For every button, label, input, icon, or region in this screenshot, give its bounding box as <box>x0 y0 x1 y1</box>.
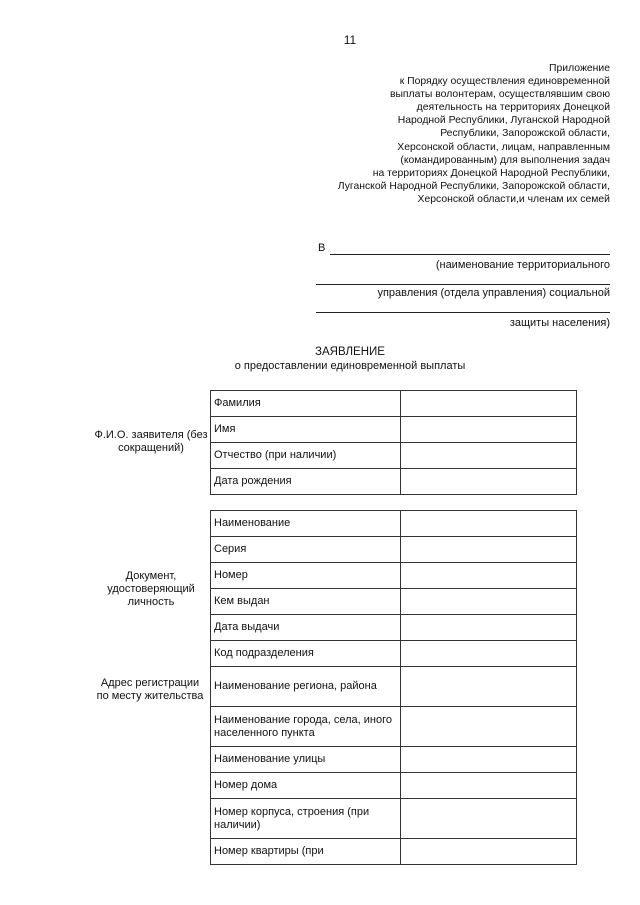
page-number: 11 <box>343 33 357 47</box>
addr-label-apartment: Номер квартиры (при <box>211 839 401 865</box>
appendix-line: Луганской Народной Республики, Запорожской области, <box>337 180 610 192</box>
fio-label-birthdate: Дата рождения <box>211 469 401 495</box>
fio-input-surname[interactable] <box>401 391 577 417</box>
address-section-label: Адрес регистрации по месту жительства <box>96 677 204 702</box>
addressee-underline-1 <box>330 254 610 255</box>
addr-input-city[interactable] <box>401 707 577 747</box>
doc-input-issued-by[interactable] <box>401 589 577 615</box>
addr-input-house[interactable] <box>401 773 577 799</box>
addressee-prefix: В <box>318 242 326 254</box>
appendix-header <box>338 62 610 206</box>
appendix-line: на территориях Донецкой Народной Республики, <box>372 167 610 179</box>
appendix-line: Херсонской области, лицам, направленным <box>397 141 610 153</box>
fio-label-patronymic: Отчество (при наличии) <box>211 443 401 469</box>
doc-input-number[interactable] <box>401 563 577 589</box>
doc-label-issue-date: Дата выдачи <box>211 615 401 641</box>
appendix-line: Приложение <box>549 63 610 74</box>
doc-label-series: Серия <box>211 537 401 563</box>
document-address-table <box>210 510 577 865</box>
addr-input-apartment[interactable] <box>401 839 577 865</box>
doc-label-issued-by: Кем выдан <box>211 589 401 615</box>
doc-input-series[interactable] <box>401 537 577 563</box>
doc-label-number: Номер <box>211 563 401 589</box>
appendix-line: выплаты волонтерам, осуществлявшим свою <box>389 89 610 101</box>
appendix-line: деятельность на территориях Донецкой <box>416 102 610 114</box>
addressee-caption-3: защиты населения) <box>509 317 610 329</box>
doc-label-division-code: Код подразделения <box>211 641 401 667</box>
addr-input-street[interactable] <box>401 747 577 773</box>
fio-label-surname: Фамилия <box>211 391 401 417</box>
doc-input-name[interactable] <box>401 511 577 537</box>
fio-label-name: Имя <box>211 417 401 443</box>
document-section-label: Документ, удостоверяющий личность <box>107 570 195 608</box>
addr-label-city: Наименование города, села, иного населенного пункта <box>211 707 401 747</box>
addr-input-building[interactable] <box>401 799 577 839</box>
doc-label-name: Наименование <box>211 511 401 537</box>
appendix-line: Херсонской области,и членам их семей <box>417 193 610 205</box>
document-title: ЗАЯВЛЕНИЕ <box>315 346 385 358</box>
addressee-caption-1: (наименование территориального <box>435 259 610 271</box>
fio-input-patronymic[interactable] <box>401 443 577 469</box>
document-subtitle: о предоставлении единовременной выплаты <box>234 360 466 372</box>
fio-section-label: Ф.И.О. заявителя (без сокращений) <box>94 429 208 454</box>
addr-label-region: Наименование региона, района <box>211 667 401 707</box>
fio-input-birthdate[interactable] <box>401 469 577 495</box>
appendix-line: Народной Республики, Луганской Народной <box>397 115 610 127</box>
appendix-line: к Порядку осуществления единовременной <box>399 76 610 88</box>
appendix-line: (командированным) для выполнения задач <box>400 154 610 166</box>
addr-label-building: Номер корпуса, строения (при наличии) <box>211 799 401 839</box>
fio-table <box>210 390 577 495</box>
addressee-caption-2: управления (отдела управления) социальной <box>377 287 610 299</box>
doc-input-division-code[interactable] <box>401 641 577 667</box>
appendix-line: Республики, Запорожской области, <box>440 128 610 140</box>
addr-label-street: Наименование улицы <box>211 747 401 773</box>
doc-input-issue-date[interactable] <box>401 615 577 641</box>
addressee-underline-3 <box>316 312 610 313</box>
addr-input-region[interactable] <box>401 667 577 707</box>
addr-label-house: Номер дома <box>211 773 401 799</box>
addressee-underline-2 <box>316 284 610 285</box>
fio-input-name[interactable] <box>401 417 577 443</box>
